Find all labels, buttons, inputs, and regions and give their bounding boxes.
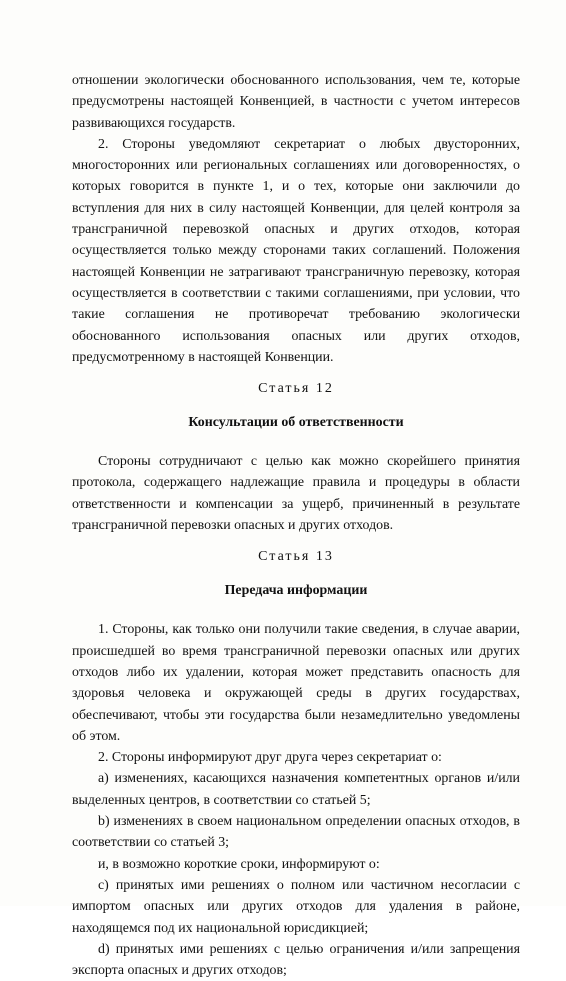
article-12-number: Статья 12 <box>258 381 334 397</box>
article-13-title: Передача информации <box>224 583 368 599</box>
article-13-item: b) изменениях в своем национальном определении опасных отходов, в соответствии со статьей 3; <box>72 814 520 851</box>
article-12-text: Стороны сотрудничают с целью как можно скорейшего принятия протокола, содержащего надлежащие правила и процедуры в области ответственности и компенсации за ущерб, причиненный в результате трансграничной перевозки опасных и других отходов. <box>72 454 520 534</box>
article-13-item: и, в возможно короткие сроки, информируют о: <box>98 856 380 872</box>
article-13-item: 2. Стороны информируют друг друга через секретариат о: <box>98 750 442 766</box>
article-13-item: 1. Стороны, как только они получили такие сведения, в случае аварии, происшедшей во время трансграничной перевозки опасных или других отходов либо их удалении, которая может представить опасность для здоровья человека и окружающей среды в других государствах, обеспечивают, чтобы эти государства были незамедлительно уведомлены об этом. <box>72 622 520 744</box>
paragraph-continuation: отношении экологически обоснованного использования, чем те, которые предусмотрены настоящей Конвенцией, в частности с учетом интересов развивающихся государств. <box>72 73 520 131</box>
article-13-item: d) принятых ими решениях с целью ограничения и/или запрещения экспорта опасных и других отходов; <box>72 941 520 979</box>
article-13-item: c) принятых ими решениях о полном или частичном несогласии с импортом опасных или других отходов для удаления в районе, находящемся под их национальной юрисдикцией; <box>72 877 520 936</box>
article-12-title: Консультации об ответственности <box>188 415 404 431</box>
article-13-item: a) изменениях, касающихся назначения компетентных органов и/или выделенных центров, в соответствии со статьей 5; <box>72 771 520 808</box>
article-13-number: Статья 13 <box>258 549 334 565</box>
paragraph-notification: 2. Стороны уведомляют секретариат о любых двусторонних, многосторонних или региональных соглашениях или договоренностях, о которых говорится в пункте 1, и о тех, которые они заключили до вступления для них в силу настоящей Конвенции, для целей контроля за трансграничной перевозкой опасных и других отходов, которая осуществляется только между сторонами таких соглашений. Положения настоящей Конвенции не затрагивают трансграничную перевозку, которая осуществляется в соответствии с такими соглашениями, при условии, что такие соглашения не противоречат требованию экологически обоснованного использования опасных или других отходов, предусмотренному в настоящей Конвенции. <box>72 136 520 365</box>
page-content <box>72 70 520 981</box>
